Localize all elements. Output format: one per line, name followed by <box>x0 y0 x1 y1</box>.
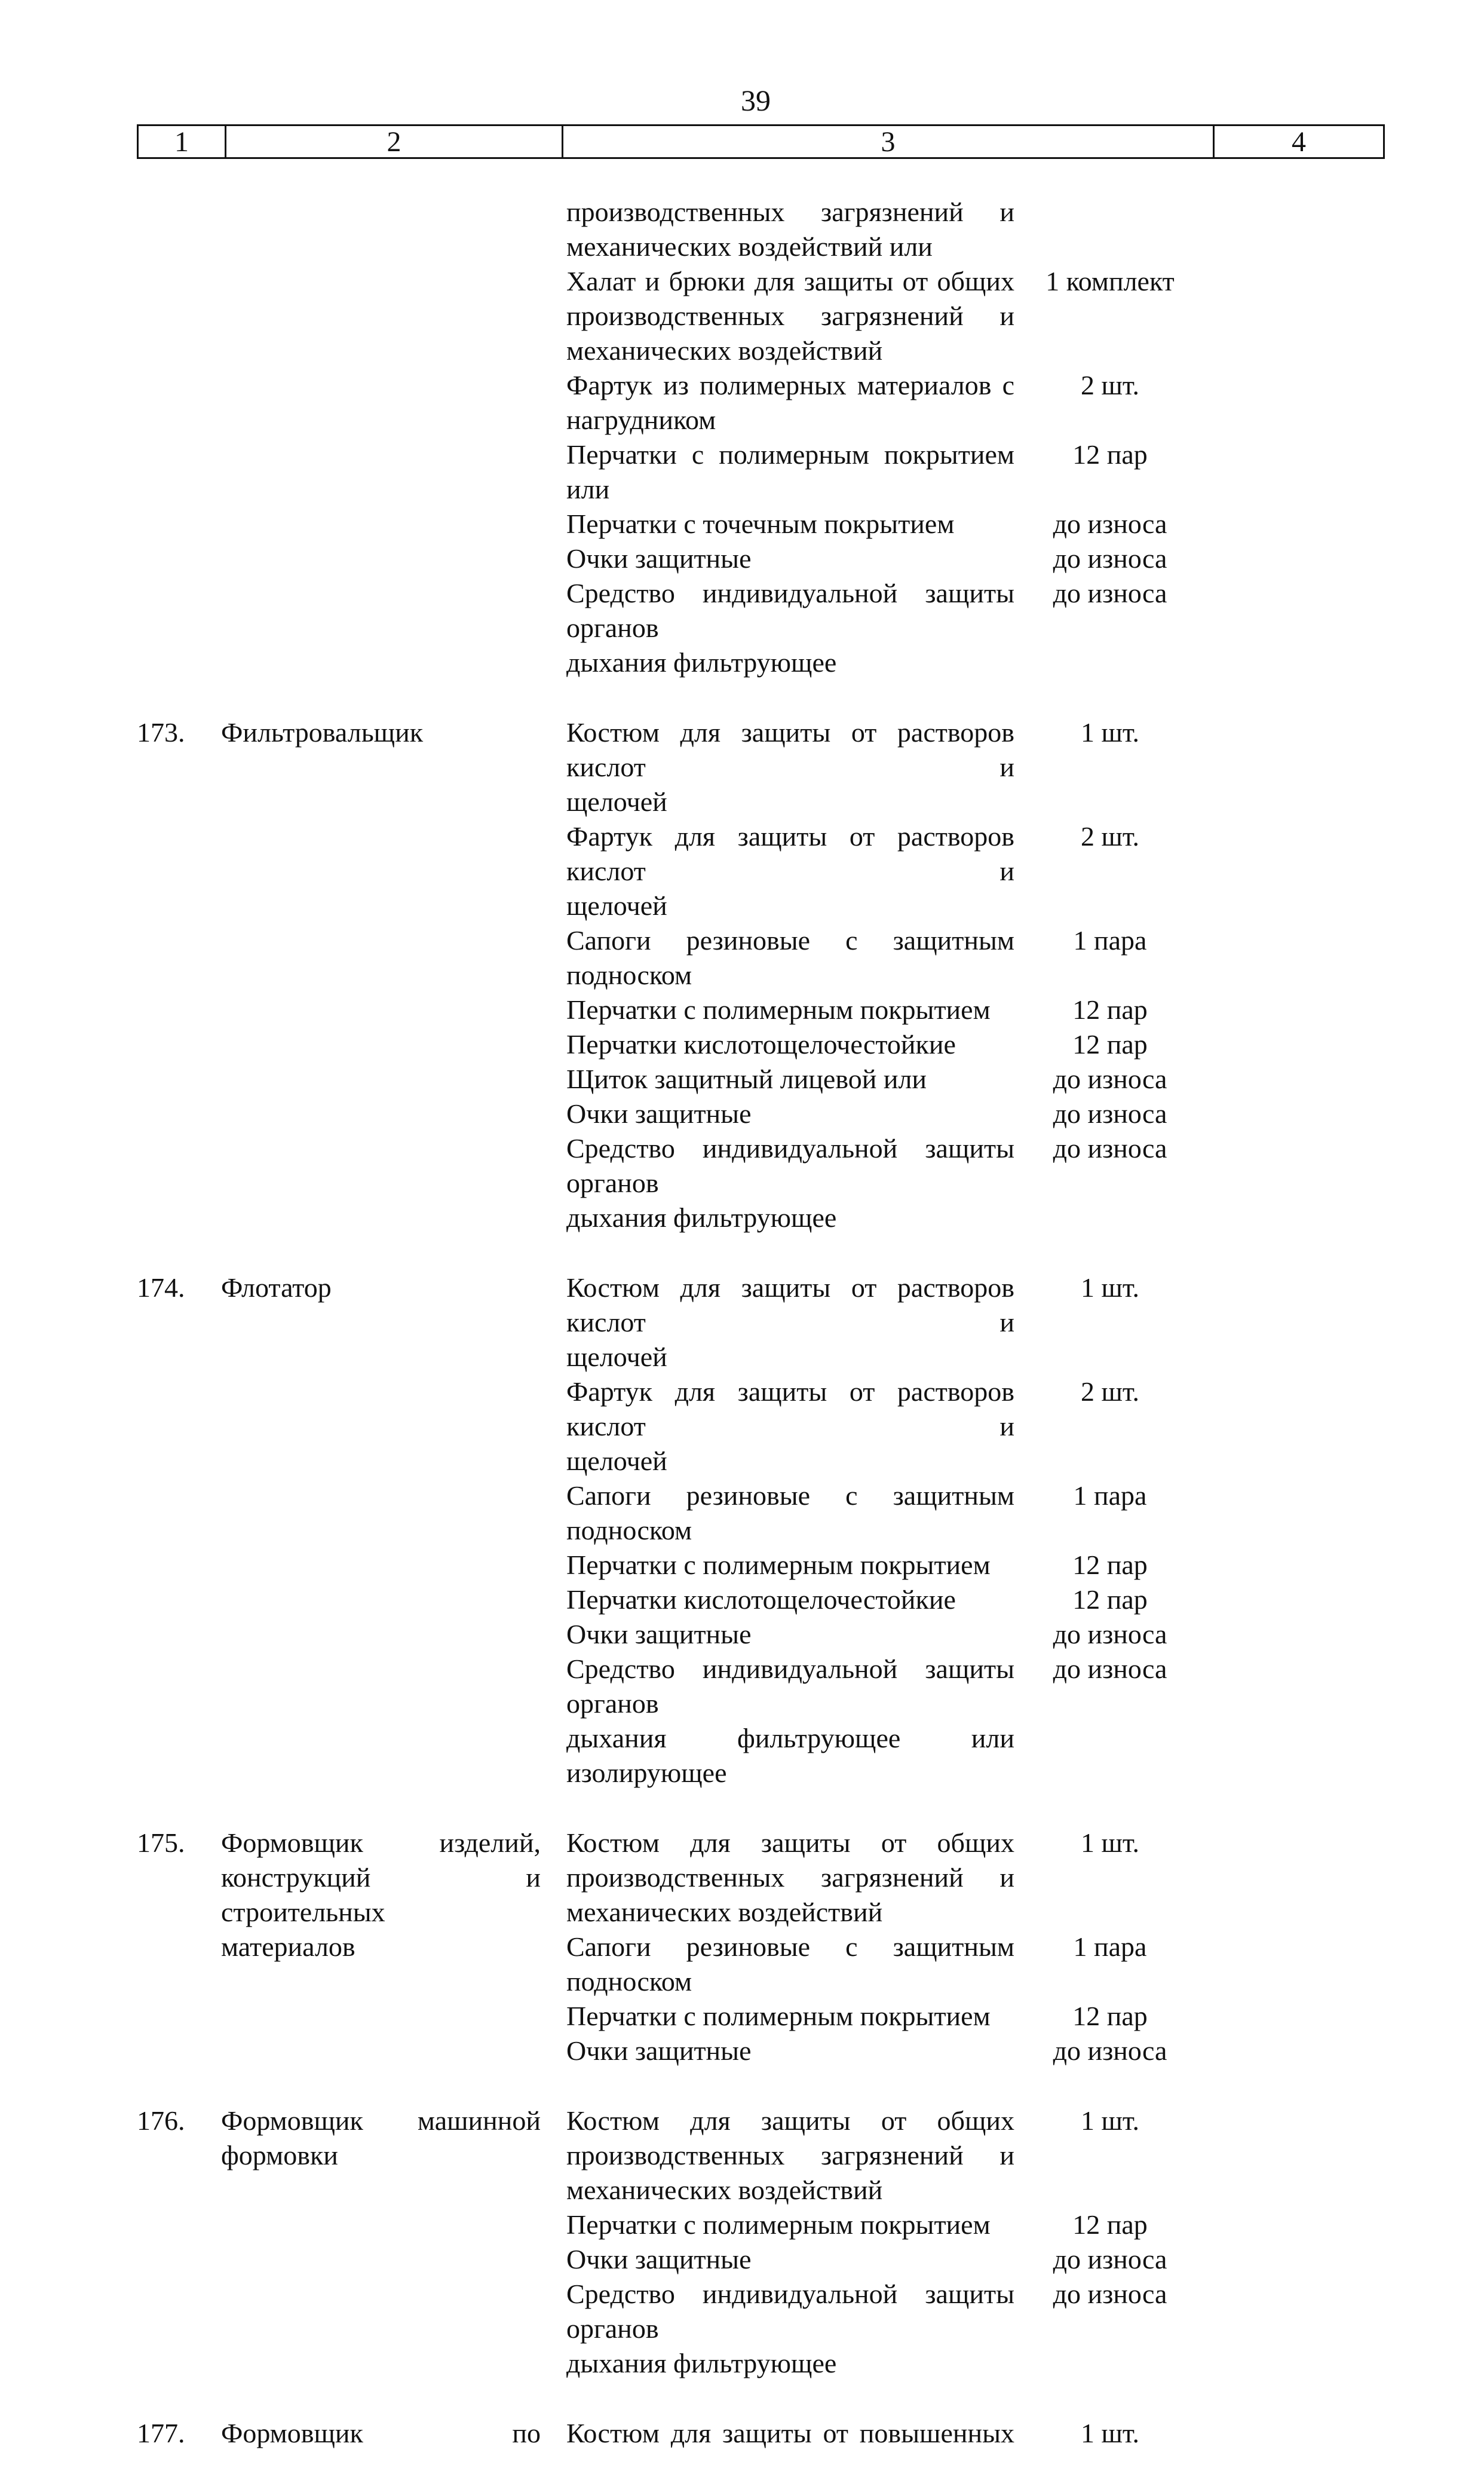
ppe-item-line: механических воздействий <box>566 2175 883 2205</box>
occupation-name <box>221 1826 541 1964</box>
ppe-item-row <box>566 1548 1182 1582</box>
ppe-item-line: дыхания фильтрующее или изолирующее <box>566 1723 1014 1788</box>
ppe-item-row <box>566 2416 1182 2451</box>
ppe-item-row <box>566 1374 1182 1478</box>
ppe-item-line: Костюм для защиты от растворов кислот и <box>566 717 1014 782</box>
ppe-item-line: Сапоги резиновые с защитным подноском <box>566 925 1014 990</box>
ppe-item-quantity: до износа <box>1053 509 1167 539</box>
ppe-item-line: Очки защитные <box>566 1619 752 1649</box>
ppe-item-line: производственных загрязнений и <box>566 2140 1014 2170</box>
ppe-item-line: Средство индивидуальной защиты органов <box>566 2279 1014 2344</box>
ppe-item-row <box>566 576 1182 680</box>
ppe-item-row <box>566 1131 1182 1235</box>
ppe-item-list <box>566 1826 1182 2068</box>
occupation-line: Формовщик изделий, <box>221 1827 541 1858</box>
ppe-item-description <box>566 1062 1014 1097</box>
column-header-1: 1 <box>139 126 226 157</box>
occupation-line: Флотатор <box>221 1272 332 1303</box>
ppe-item-row <box>566 1097 1182 1131</box>
ppe-item-quantity: до износа <box>1053 2244 1167 2274</box>
ppe-item-quantity: 12 пар <box>1072 1550 1148 1580</box>
ppe-item-line: щелочей <box>566 786 667 817</box>
occupation-entry <box>0 2416 1484 2451</box>
occupation-entry <box>0 1826 1484 2068</box>
ppe-item-line: производственных загрязнений и <box>566 301 1014 331</box>
entry-number: 177. <box>137 2418 185 2448</box>
ppe-item-quantity: 1 пара <box>1073 925 1147 956</box>
ppe-item-description <box>566 1478 1014 1548</box>
ppe-item-quantity: 1 пара <box>1073 1931 1147 1962</box>
entry-number: 173. <box>137 717 185 748</box>
occupation-line: Фильтровальщик <box>221 717 424 748</box>
ppe-item-row <box>566 1478 1182 1548</box>
ppe-item-description <box>566 1826 1014 1930</box>
ppe-item-line: Фартук для защиты от растворов кислот и <box>566 1376 1014 1441</box>
ppe-item-description <box>566 2034 1014 2068</box>
ppe-item-quantity: до износа <box>1053 1064 1167 1094</box>
occupation-line: конструкций и <box>221 1862 541 1893</box>
occupation-name <box>221 2104 541 2173</box>
ppe-item-description <box>566 195 1014 264</box>
ppe-item-line: Сапоги резиновые с защитным подноском <box>566 1480 1014 1545</box>
occupation-entry <box>0 1270 1484 1790</box>
ppe-item-description <box>566 1097 1014 1131</box>
entry-number: 175. <box>137 1827 185 1858</box>
ppe-item-description <box>566 2242 1014 2277</box>
ppe-item-line: Халат и брюки для защиты от общих <box>566 266 1014 296</box>
ppe-item-description <box>566 1930 1014 1999</box>
ppe-item-row <box>566 1999 1182 2034</box>
ppe-item-line: Перчатки с полимерным покрытием <box>566 1550 991 1580</box>
ppe-item-line: Костюм для защиты от повышенных <box>566 2418 1014 2448</box>
entry-number: 174. <box>137 1272 185 1303</box>
ppe-item-list <box>566 2104 1182 2381</box>
ppe-item-description <box>566 368 1014 437</box>
ppe-item-row <box>566 1652 1182 1790</box>
ppe-item-line: Перчатки с полимерным покрытием <box>566 2001 991 2031</box>
ppe-item-row <box>566 2242 1182 2277</box>
ppe-item-line: Средство индивидуальной защиты органов <box>566 1133 1014 1198</box>
ppe-item-line: Щиток защитный лицевой или <box>566 1064 927 1094</box>
ppe-item-row <box>566 2034 1182 2068</box>
ppe-item-line: механических воздействий или <box>566 231 933 262</box>
ppe-item-description <box>566 993 1014 1027</box>
ppe-item-line: щелочей <box>566 890 667 921</box>
occupation-line: Формовщик по <box>221 2418 541 2448</box>
ppe-item-description <box>566 2104 1014 2208</box>
ppe-item-quantity: 1 шт. <box>1080 717 1140 748</box>
ppe-item-line: Средство индивидуальной защиты органов <box>566 1654 1014 1719</box>
ppe-item-row <box>566 507 1182 541</box>
column-header-2: 2 <box>226 126 563 157</box>
table-body <box>0 195 1484 2486</box>
ppe-item-line: производственных загрязнений и <box>566 197 1014 227</box>
ppe-item-quantity: до износа <box>1053 2279 1167 2309</box>
ppe-item-list <box>566 715 1182 1235</box>
ppe-item-row <box>566 2104 1182 2208</box>
ppe-item-quantity: 1 шт. <box>1080 1827 1140 1858</box>
ppe-item-quantity: 1 шт. <box>1080 2418 1140 2448</box>
column-header-row <box>137 124 1385 159</box>
ppe-item-line: механических воздействий <box>566 335 883 366</box>
ppe-item-row <box>566 993 1182 1027</box>
ppe-item-line: Очки защитные <box>566 2244 752 2274</box>
ppe-item-row <box>566 819 1182 923</box>
ppe-item-row <box>566 1027 1182 1062</box>
ppe-item-row <box>566 2277 1182 2381</box>
ppe-item-line: Средство индивидуальной защиты органов <box>566 578 1014 643</box>
ppe-item-quantity: до износа <box>1053 1133 1167 1164</box>
ppe-item-quantity: до износа <box>1053 2035 1167 2066</box>
ppe-item-row <box>566 1582 1182 1617</box>
ppe-item-line: Костюм для защиты от растворов кислот и <box>566 1272 1014 1337</box>
ppe-item-description <box>566 1582 1014 1617</box>
occupation-name <box>221 1270 541 1305</box>
ppe-item-quantity: 12 пар <box>1072 2209 1148 2240</box>
entry-number: 176. <box>137 2105 185 2136</box>
ppe-item-line: Костюм для защиты от общих <box>566 1827 1014 1858</box>
ppe-item-row <box>566 1062 1182 1097</box>
ppe-item-quantity: 1 пара <box>1073 1480 1147 1511</box>
ppe-item-row <box>566 1270 1182 1374</box>
ppe-item-line: щелочей <box>566 1342 667 1372</box>
ppe-item-quantity: 12 пар <box>1072 994 1148 1025</box>
ppe-item-line: Перчатки с точечным покрытием <box>566 509 955 539</box>
ppe-item-line: Костюм для защиты от общих <box>566 2105 1014 2136</box>
ppe-item-quantity: до износа <box>1053 578 1167 608</box>
ppe-item-list <box>566 195 1182 680</box>
ppe-item-line: дыхания фильтрующее <box>566 1202 837 1233</box>
ppe-item-quantity: до износа <box>1053 1619 1167 1649</box>
ppe-item-description <box>566 923 1014 993</box>
ppe-item-description <box>566 541 1014 576</box>
ppe-item-row <box>566 2208 1182 2242</box>
ppe-item-quantity: до износа <box>1053 543 1167 574</box>
ppe-item-line: Перчатки с полимерным покрытием или <box>566 439 1014 504</box>
ppe-item-line: Перчатки кислотощелочестойкие <box>566 1584 956 1615</box>
ppe-item-description <box>566 1027 1014 1062</box>
occupation-line: Формовщик машинной <box>221 2105 541 2136</box>
ppe-item-description <box>566 264 1014 368</box>
ppe-item-line: производственных загрязнений и <box>566 1862 1014 1893</box>
ppe-item-quantity: до износа <box>1053 1654 1167 1684</box>
ppe-item-row <box>566 1826 1182 1930</box>
ppe-item-quantity: 12 пар <box>1072 1029 1148 1060</box>
ppe-item-description <box>566 1652 1014 1790</box>
ppe-item-line: механических воздействий <box>566 1897 883 1927</box>
ppe-item-line: Очки защитные <box>566 543 752 574</box>
ppe-item-line: Очки защитные <box>566 1098 752 1129</box>
ppe-item-row <box>566 923 1182 993</box>
ppe-item-line: Фартук для защиты от растворов кислот и <box>566 821 1014 886</box>
ppe-item-row <box>566 264 1182 368</box>
column-header-4: 4 <box>1292 126 1306 158</box>
ppe-item-quantity: 12 пар <box>1072 1584 1148 1615</box>
ppe-item-line: Фартук из полимерных материалов с <box>566 370 1014 400</box>
ppe-item-quantity: 12 пар <box>1072 2001 1148 2031</box>
ppe-item-description <box>566 1374 1014 1478</box>
ppe-item-description <box>566 1131 1014 1235</box>
ppe-item-row <box>566 1930 1182 1999</box>
ppe-item-list <box>566 2416 1182 2451</box>
ppe-item-row <box>566 541 1182 576</box>
ppe-item-quantity: 1 шт. <box>1080 1272 1140 1303</box>
occupation-name <box>221 715 541 750</box>
ppe-item-quantity: 1 шт. <box>1080 2105 1140 2136</box>
ppe-item-description <box>566 1999 1014 2034</box>
ppe-item-quantity: 12 пар <box>1072 439 1148 470</box>
ppe-item-description <box>566 1270 1014 1374</box>
ppe-item-row <box>566 368 1182 437</box>
ppe-item-line: Перчатки с полимерным покрытием <box>566 2209 991 2240</box>
ppe-item-description <box>566 507 1014 541</box>
ppe-item-description <box>566 2208 1014 2242</box>
occupation-line: формовки <box>221 2140 338 2170</box>
occupation-entry <box>0 715 1484 1235</box>
ppe-item-description <box>566 2277 1014 2381</box>
column-header-3: 3 <box>563 126 1215 157</box>
ppe-item-line: Перчатки с полимерным покрытием <box>566 994 991 1025</box>
ppe-item-line: Перчатки кислотощелочестойкие <box>566 1029 956 1060</box>
ppe-item-description <box>566 1548 1014 1582</box>
ppe-item-row <box>566 195 1182 264</box>
ppe-item-line: дыхания фильтрующее <box>566 647 837 678</box>
occupation-line: материалов <box>221 1931 355 1962</box>
ppe-item-line: Сапоги резиновые с защитным подноском <box>566 1931 1014 1997</box>
ppe-item-row <box>566 1617 1182 1652</box>
ppe-item-row <box>566 437 1182 507</box>
occupation-name <box>221 2416 541 2451</box>
ppe-item-line: нагрудником <box>566 405 716 435</box>
ppe-item-description <box>566 715 1014 819</box>
continued-entry <box>0 195 1484 680</box>
ppe-item-description <box>566 1617 1014 1652</box>
ppe-item-line: дыхания фильтрующее <box>566 2348 837 2378</box>
occupation-line: строительных <box>221 1897 385 1927</box>
ppe-item-list <box>566 1270 1182 1790</box>
occupation-entry <box>0 2104 1484 2381</box>
ppe-item-description <box>566 819 1014 923</box>
ppe-item-quantity: 2 шт. <box>1080 1376 1140 1407</box>
ppe-item-line: щелочей <box>566 1446 667 1476</box>
ppe-item-quantity: 2 шт. <box>1080 370 1140 400</box>
ppe-item-description <box>566 2416 1014 2451</box>
ppe-item-quantity: до износа <box>1053 1098 1167 1129</box>
ppe-item-quantity: 2 шт. <box>1080 821 1140 852</box>
ppe-item-description <box>566 437 1014 507</box>
ppe-item-line: Очки защитные <box>566 2035 752 2066</box>
ppe-item-description <box>566 576 1014 680</box>
page-number: 39 <box>741 84 771 117</box>
ppe-item-row <box>566 715 1182 819</box>
ppe-item-quantity: 1 комплект <box>1045 266 1175 296</box>
